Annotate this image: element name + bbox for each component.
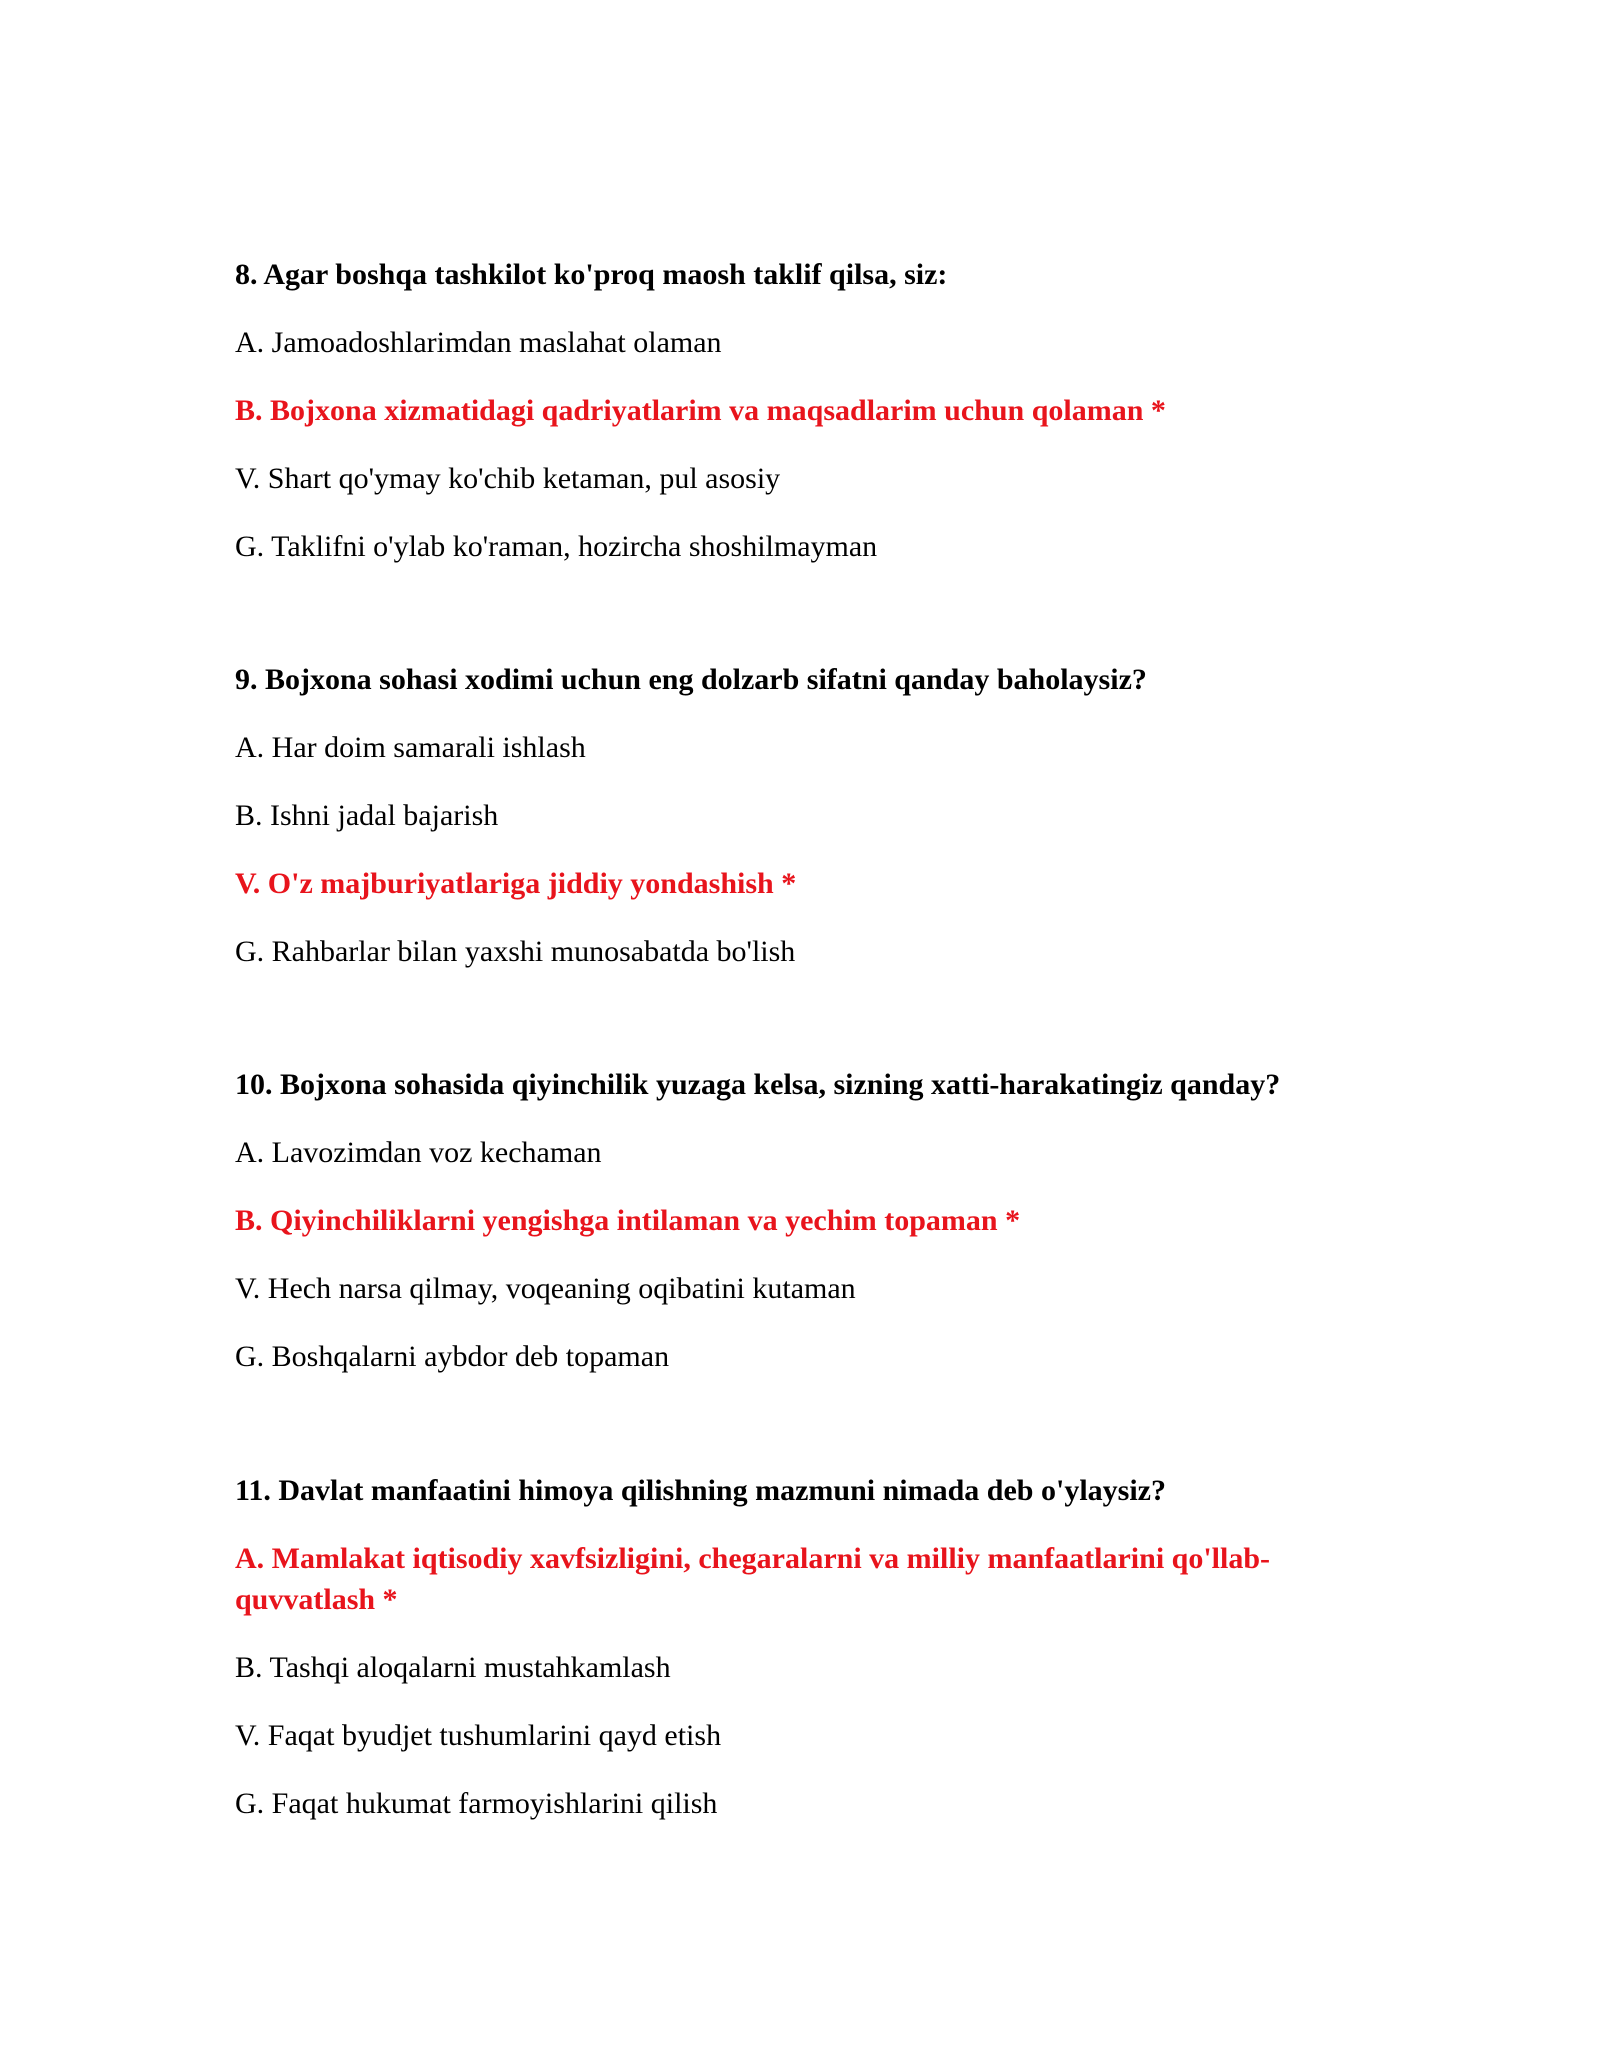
answer-option-v: V. Shart qo'ymay ko'chib ketaman, pul asosiy	[235, 462, 781, 495]
question-title: 11. Davlat manfaatini himoya qilishning mazmuni nimada deb o'ylaysiz?	[235, 1474, 1166, 1507]
answer-option-b-correct: B. Bojxona xizmatidagi qadriyatlarim va maqsadlarim uchun qolaman *	[235, 394, 1166, 427]
answer-option-a: A. Har doim samarali ishlash	[235, 731, 586, 764]
answer-option-b: B. Tashqi aloqalarni mustahkamlash	[235, 1651, 671, 1684]
question-block-9	[235, 659, 1375, 999]
answer-option-g: G. Faqat hukumat farmoyishlarini qilish	[235, 1787, 718, 1820]
question-title: 10. Bojxona sohasida qiyinchilik yuzaga kelsa, sizning xatti-harakatingiz qanday?	[235, 1068, 1281, 1101]
question-title: 9. Bojxona sohasi xodimi uchun eng dolzarb sifatni qanday baholaysiz?	[235, 663, 1147, 696]
answer-option-g: G. Taklifni o'ylab ko'raman, hozircha shoshilmayman	[235, 530, 878, 563]
answer-option-b: B. Ishni jadal bajarish	[235, 799, 499, 832]
answer-option-a: A. Lavozimdan voz kechaman	[235, 1136, 602, 1169]
answer-option-a-correct: A. Mamlakat iqtisodiy xavfsizligini, chegaralarni va milliy manfaatlarini qo'llab-quvvatlash *	[235, 1542, 1271, 1616]
answer-option-b-correct: B. Qiyinchiliklarni yengishga intilaman va yechim topaman *	[235, 1204, 1021, 1237]
answer-option-v-correct: V. O'z majburiyatlariga jiddiy yondashish *	[235, 867, 797, 900]
answer-option-g: G. Rahbarlar bilan yaxshi munosabatda bo'lish	[235, 935, 796, 968]
question-block-11	[235, 1470, 1355, 1851]
question-block-8	[235, 254, 1375, 594]
answer-option-g: G. Boshqalarni aybdor deb topaman	[235, 1340, 670, 1373]
answer-option-a: A. Jamoadoshlarimdan maslahat olaman	[235, 326, 722, 359]
answer-option-v: V. Faqat byudjet tushumlarini qayd etish	[235, 1719, 722, 1752]
question-block-10	[235, 1064, 1375, 1404]
answer-option-v: V. Hech narsa qilmay, voqeaning oqibatini kutaman	[235, 1272, 856, 1305]
question-title: 8. Agar boshqa tashkilot ko'proq maosh taklif qilsa, siz:	[235, 258, 948, 291]
